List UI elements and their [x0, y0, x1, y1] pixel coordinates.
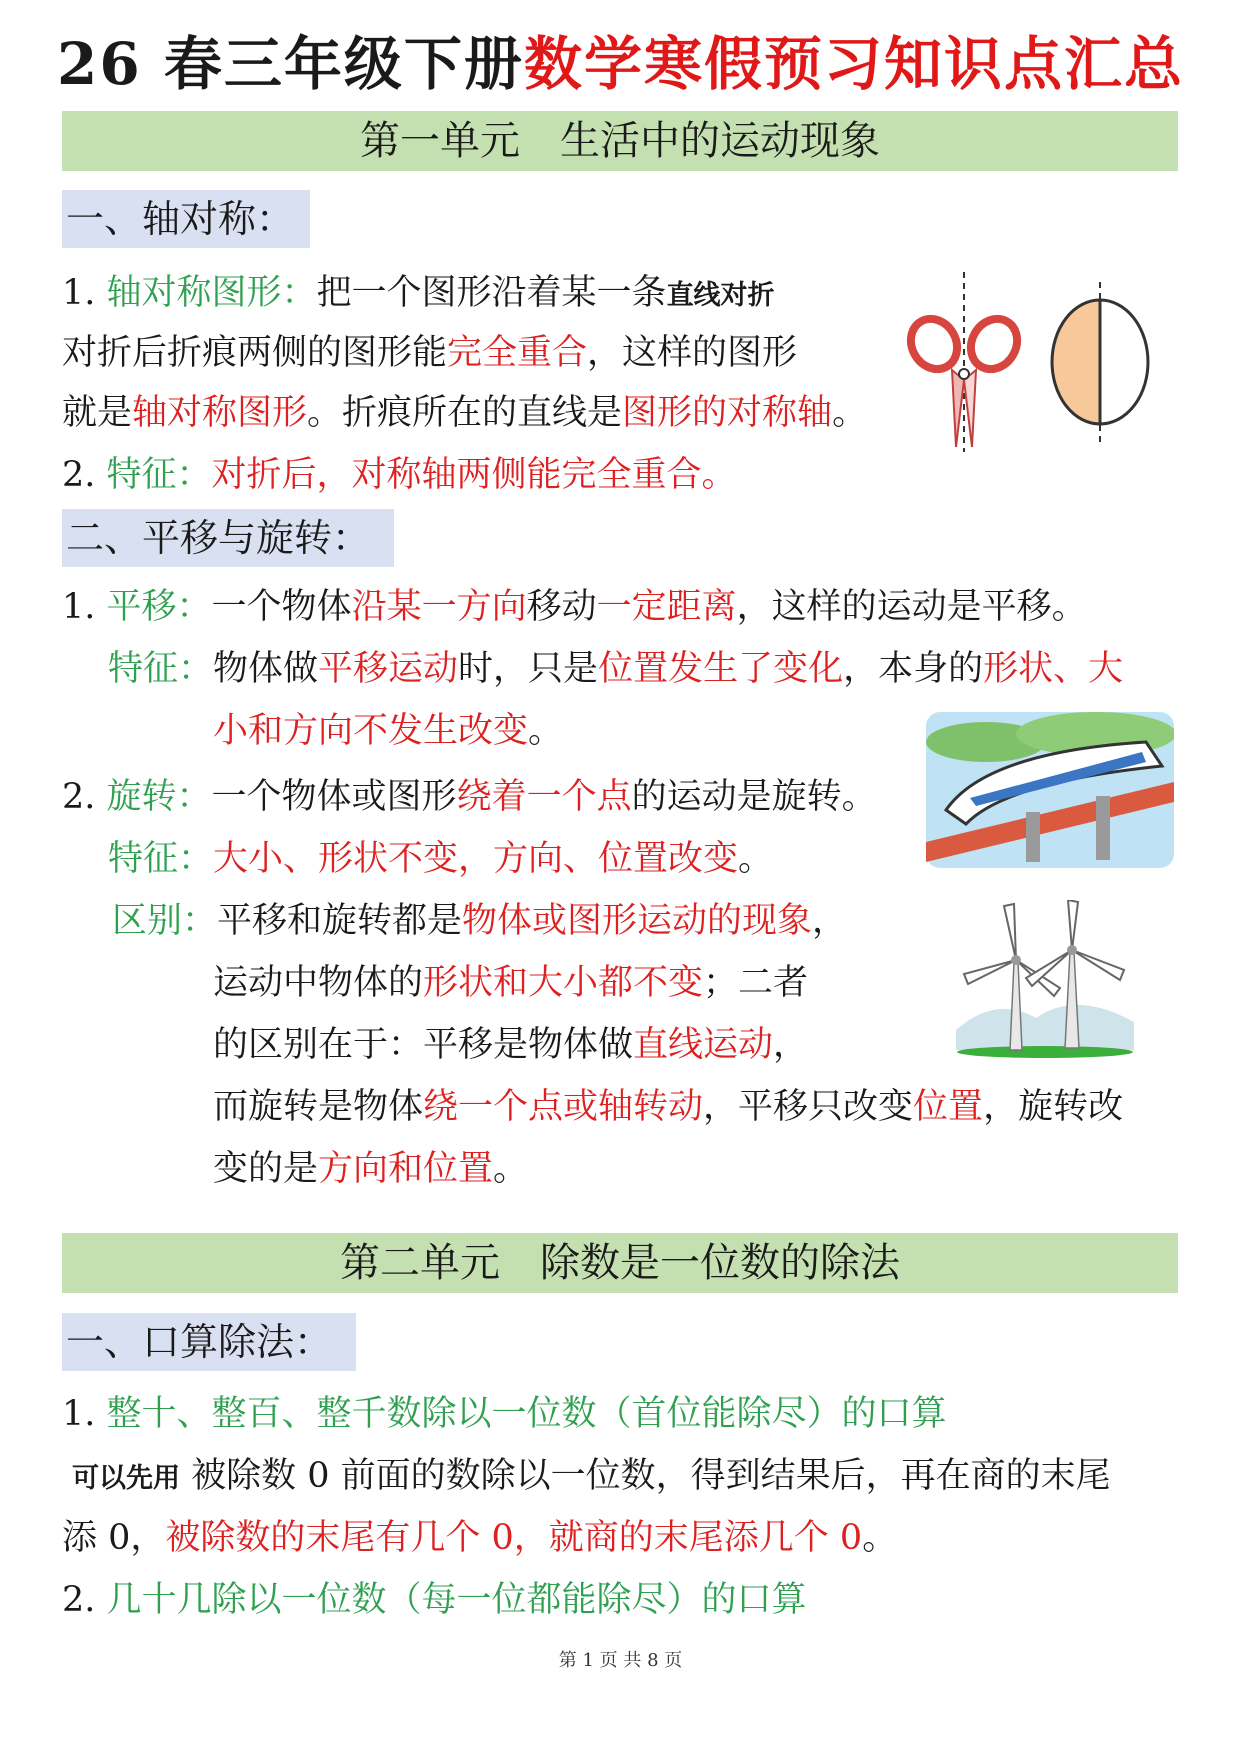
- move-line-1: [62, 582, 1087, 632]
- text: 平移和旋转都是: [217, 901, 463, 941]
- diff-line-5: [213, 1144, 528, 1194]
- highlight: 形状和大小都不变: [423, 963, 704, 1003]
- text: 就是: [62, 393, 133, 433]
- text: ，旋转改: [983, 1087, 1124, 1127]
- title-red: 数学寒假预习知识点汇总: [523, 30, 1184, 98]
- term: 几十几除以一位数（每一位都能除尽）的口算: [106, 1580, 807, 1620]
- text: 的运动是旋转。: [631, 777, 877, 817]
- div-line-3: [62, 1513, 897, 1563]
- text: 被除数 0 前面的数除以一位数，得到结果后，再在商的末尾: [180, 1456, 1111, 1496]
- text: 物体做: [213, 649, 319, 689]
- highlight: 绕一个点或轴转动: [423, 1087, 704, 1127]
- sym-line-3: [62, 388, 867, 438]
- small-text: 直线对折: [666, 280, 775, 311]
- highlight: 沿某一方向: [351, 587, 527, 627]
- term: 特征：: [108, 649, 214, 689]
- highlight: 被除数的末尾有几个 0，就商的末尾添几个 0: [165, 1518, 863, 1558]
- symmetry-illustration: [900, 262, 1162, 462]
- text: ，: [773, 1025, 809, 1065]
- highlight: 平移运动: [318, 649, 459, 689]
- text: ；二者: [703, 963, 809, 1003]
- highlight: 绕着一个点: [456, 777, 632, 817]
- diff-line-4: [213, 1082, 1123, 1132]
- text: 的区别在于：平移是物体做: [213, 1025, 634, 1065]
- highlight: 一定距离: [596, 587, 737, 627]
- text: 。: [493, 1149, 529, 1189]
- train-icon: [926, 712, 1174, 868]
- page-footer: 第 1 页 共 8 页: [558, 1650, 683, 1671]
- text: 添 0，: [62, 1518, 166, 1558]
- windmill-icon: [956, 900, 1134, 1060]
- train-illustration: [926, 712, 1174, 868]
- text: 。折痕所在的直线是: [307, 393, 623, 433]
- move-feature-1: [108, 644, 1123, 694]
- unit2-heading: 第二单元 除数是一位数的除法: [62, 1233, 1178, 1293]
- title-black: 26 春三年级下册: [57, 30, 524, 98]
- diff-line-2: [213, 958, 808, 1008]
- scissors-circle-icon: [900, 262, 1162, 462]
- sym-line-4: [62, 450, 737, 500]
- text: 。: [738, 839, 774, 879]
- term: 区别：: [112, 901, 218, 941]
- div-line-2: [72, 1451, 1111, 1504]
- div-line-1: [62, 1389, 947, 1439]
- highlight: 小和方向不发生改变: [213, 711, 529, 751]
- num: 1.: [62, 273, 107, 313]
- highlight: 形状、大: [983, 649, 1124, 689]
- text: 把一个图形沿着某一条: [316, 273, 667, 313]
- sym-line-2: [62, 328, 797, 378]
- text: 而旋转是物体: [213, 1087, 424, 1127]
- highlight: 物体或图形运动的现象: [462, 901, 813, 941]
- text: ，这样的运动是平移。: [736, 587, 1087, 627]
- highlight: 完全重合: [447, 333, 588, 373]
- diff-line-1: [112, 896, 847, 946]
- highlight: 位置: [913, 1087, 984, 1127]
- page-title: [0, 24, 1241, 104]
- div-line-4: [62, 1575, 807, 1625]
- move-feature-1-cont: [213, 706, 563, 756]
- text: 时，只是: [458, 649, 599, 689]
- num: 2.: [62, 1580, 107, 1620]
- text: 运动中物体的: [213, 963, 424, 1003]
- text: 对折后折痕两侧的图形能: [62, 333, 448, 373]
- small-text: 可以先用: [72, 1463, 180, 1494]
- num: 1.: [62, 1394, 107, 1434]
- unit1-sec1-heading: 一、轴对称：: [62, 190, 310, 248]
- term: 特征：: [106, 455, 212, 495]
- text: 一个物体或图形: [211, 777, 457, 817]
- unit2-sec1-heading: 一、口算除法：: [62, 1313, 356, 1371]
- highlight: 直线运动: [633, 1025, 774, 1065]
- term: 旋转：: [106, 777, 212, 817]
- term: 特征：: [108, 839, 214, 879]
- term: 平移：: [106, 587, 212, 627]
- text: ，本身的: [843, 649, 984, 689]
- unit1-sec2-heading: 二、平移与旋转：: [62, 509, 394, 567]
- windmill-illustration: [956, 900, 1134, 1060]
- num: 2.: [62, 777, 107, 817]
- unit1-heading: 第一单元 生活中的运动现象: [62, 111, 1178, 171]
- text: ，这样的图形: [587, 333, 798, 373]
- text: ，: [812, 901, 848, 941]
- text: 变的是: [213, 1149, 319, 1189]
- text: ，平移只改变: [703, 1087, 914, 1127]
- num: 2.: [62, 455, 107, 495]
- sym-line-1: [62, 268, 775, 321]
- highlight: 方向和位置: [318, 1149, 494, 1189]
- num: 1.: [62, 587, 107, 627]
- term: 整十、整百、整千数除以一位数（首位能除尽）的口算: [106, 1394, 947, 1434]
- text: 。: [528, 711, 564, 751]
- text: 移动: [526, 587, 597, 627]
- text: 一个物体: [211, 587, 352, 627]
- highlight: 大小、形状不变，方向、位置改变: [213, 839, 739, 879]
- rotate-line-1: [62, 772, 877, 822]
- diff-line-3: [213, 1020, 808, 1070]
- highlight: 图形的对称轴: [622, 393, 833, 433]
- text: 。: [832, 393, 868, 433]
- highlight: 轴对称图形: [132, 393, 308, 433]
- text: 。: [862, 1518, 898, 1558]
- rotate-feature: [108, 834, 773, 884]
- term: 轴对称图形：: [106, 273, 317, 313]
- highlight: 对折后，对称轴两侧能完全重合。: [211, 455, 737, 495]
- highlight: 位置发生了变化: [598, 649, 844, 689]
